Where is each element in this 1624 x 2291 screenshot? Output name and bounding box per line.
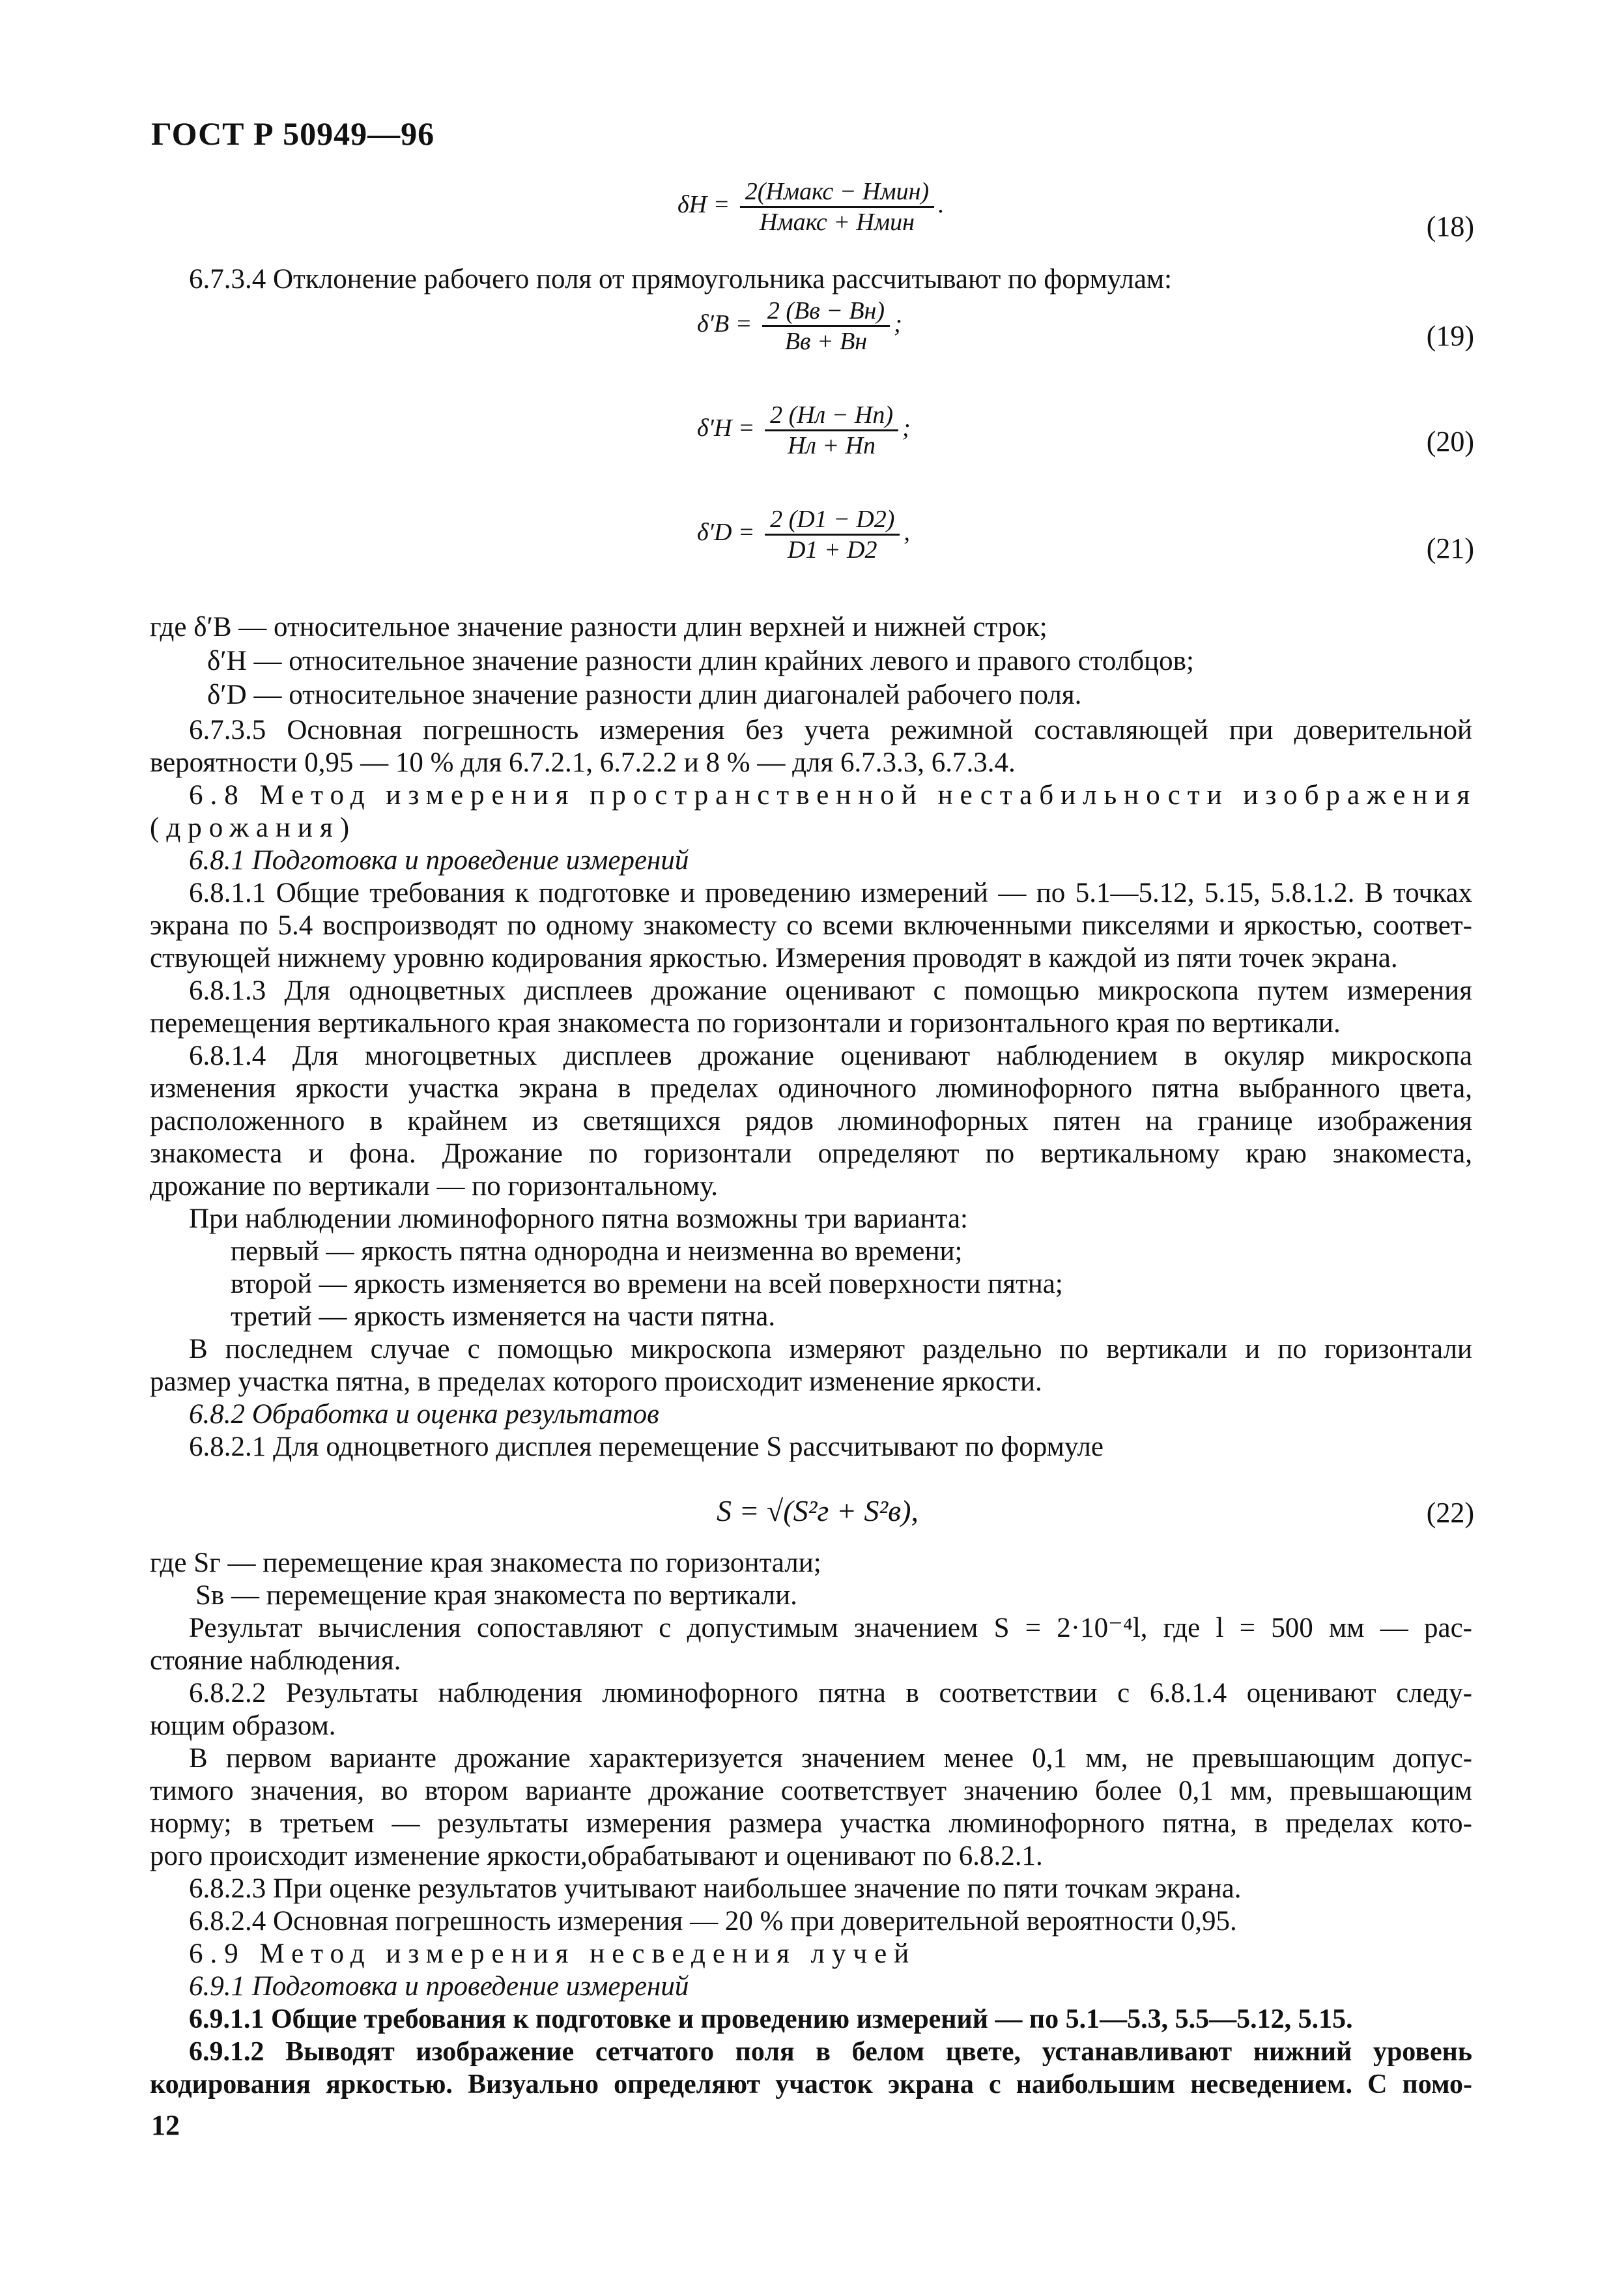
where-line-1: где δ′B — относительное значение разности длин верхней и нижней строк; <box>150 612 1047 642</box>
paragraph-observation: При наблюдении люминофорного пятна возможны три варианта: <box>189 1203 968 1234</box>
paragraph-result-line-2: стояние наблюдения. <box>150 1645 401 1676</box>
paragraph-6-8-1-1-line-1: 6.8.1.1 Общие требования к подготовке и проведению измерений — по 5.1—5.12, 5.15, 5.8.1.2. В точках <box>189 878 1472 908</box>
document-header: ГОСТ Р 50949—96 <box>151 115 435 152</box>
paragraph-result-line-1: Результат вычисления сопоставляют с допустимым значением S = 2·10⁻⁴l, где l = 500 мм — рас- <box>189 1613 1472 1643</box>
paragraph-6-7-3-5-line-2: вероятности 0,95 — 10 % для 6.7.2.1, 6.7.2.2 и 8 % — для 6.7.3.3, 6.7.3.4. <box>150 747 1016 778</box>
formula-19-denominator: Bв + Bн <box>784 328 868 355</box>
formula-21-numerator: 2 (D1 − D2) <box>765 505 900 536</box>
paragraph-6-8-1-3-line-1: 6.8.1.3 Для одноцветных дисплеев дрожание оценивают с помощью микроскопа путем измерения <box>189 975 1472 1006</box>
paragraph-6-8-2-2-line-2: ющим образом. <box>150 1710 336 1741</box>
variant-2: второй — яркость изменяется во времени на всей поверхности пятна; <box>231 1269 1063 1299</box>
formula-20-denominator: Hл + Hп <box>787 432 876 459</box>
equation-number-20: (20) <box>1426 425 1474 457</box>
paragraph-6-8-1-4-line-4: знакоместа и фона. Дрожание по горизонтали определяют по вертикальному краю знакоместа, <box>150 1138 1472 1169</box>
paragraph-first-variant-line-4: рого происходит изменение яркости,обрабатывают и оценивают по 6.8.2.1. <box>150 1841 1043 1871</box>
equation-number-22: (22) <box>1426 1497 1474 1529</box>
formula-18-denominator: Hмакс + Hмин <box>759 209 915 236</box>
paragraph-6-8-2-2-line-1: 6.8.2.2 Результаты наблюдения люминофорного пятна в соответствии с 6.8.1.4 оценивают следу- <box>189 1678 1472 1708</box>
formula-18-numerator: 2(Hмакс − Hмин) <box>740 177 934 208</box>
paragraph-first-variant-line-2: тимого значения, во втором варианте дрожание соответствует значению более 0,1 мм, превышающим <box>150 1776 1472 1806</box>
formula-21 <box>697 505 910 564</box>
paragraph-6-7-3-5-line-1: 6.7.3.5 Основная погрешность измерения без учета режимной составляющей при доверительной <box>189 715 1472 745</box>
paragraph-6-8-1-4-line-1: 6.8.1.4 Для многоцветных дисплеев дрожание оценивают наблюдением в окуляр микроскопа <box>189 1041 1472 1071</box>
formula-19-numerator: 2 (Bв − Bн) <box>762 296 890 327</box>
paragraph-6-8-2-4: 6.8.2.4 Основная погрешность измерения — 20 % при доверительной вероятности 0,95. <box>189 1906 1237 1937</box>
equation-number-18: (18) <box>1426 210 1474 242</box>
paragraph-first-variant-line-1: В первом варианте дрожание характеризуется значением менее 0,1 мм, не превышающим допус- <box>189 1743 1472 1774</box>
formula-20-numerator: 2 (Hл − Hп) <box>765 401 898 431</box>
paragraph-6-9-1-2-line-1: 6.9.1.2 Выводят изображение сетчатого поля в белом цвете, устанавливают нижний уровень <box>189 2037 1472 2067</box>
subsection-heading-6-8-1: 6.8.1 Подготовка и проведение измерений <box>189 845 689 876</box>
paragraph-6-7-3-4: 6.7.3.4 Отклонение рабочего поля от прямоугольника рассчитывают по формулам: <box>189 264 1173 295</box>
formula-21-tail: , <box>904 519 910 547</box>
formula-22-lhs: S = <box>717 1494 760 1527</box>
subsection-heading-6-8-2: 6.8.2 Обработка и оценка результатов <box>189 1399 659 1430</box>
formula-20-lhs: δ′H = <box>697 414 755 442</box>
equation-number-21: (21) <box>1426 532 1474 564</box>
equation-number-19: (19) <box>1426 320 1474 352</box>
paragraph-6-8-1-1-line-3: ствующей нижнему уровню кодирования яркостью. Измерения проводят в каждой из пяти точек экрана. <box>150 943 1398 973</box>
formula-19-lhs: δ′B = <box>697 310 752 338</box>
where-line-2: δ′H — относительное значение разности длин крайних левого и правого столбцов; <box>207 646 1194 676</box>
formula-21-denominator: D1 + D2 <box>787 536 877 564</box>
paragraph-6-8-1-4-line-3: расположенного в крайнем из светящихся рядов люминофорных пятен на границе изображения <box>150 1106 1472 1136</box>
paragraph-6-8-1-4-line-5: дрожание по вертикали — по горизонтальному. <box>150 1171 719 1202</box>
variant-3: третий — яркость изменяется на части пятна. <box>231 1301 776 1332</box>
formula-20-tail: ; <box>902 414 911 442</box>
variant-1: первый — яркость пятна однородна и неизменна во времени; <box>231 1236 963 1267</box>
formula-21-lhs: δ′D = <box>697 519 755 547</box>
paragraph-6-9-1-2-line-2: кодирования яркостью. Визуально определяют участок экрана с наибольшим несведением. С помо- <box>150 2069 1472 2099</box>
paragraph-6-8-2-3: 6.8.2.3 При оценке результатов учитывают наибольшее значение по пяти точкам экрана. <box>189 1873 1242 1904</box>
paragraph-6-8-1-1-line-2: экрана по 5.4 воспроизводят по одному знакоместу со всеми включенными пикселями и яркостью, соответ- <box>150 910 1472 941</box>
formula-19 <box>697 296 902 356</box>
paragraph-6-9-1-1: 6.9.1.1 Общие требования к подготовке и проведению измерений — по 5.1—5.3, 5.5—5.12, 5.15. <box>189 2004 1353 2034</box>
formula-22 <box>717 1493 919 1528</box>
formula-18-tail: . <box>938 191 945 219</box>
paragraph-first-variant-line-3: норму; в третьем — результаты измерения размера участка люминофорного пятна, в пределах кото- <box>150 1808 1472 1839</box>
where-line-3: δ′D — относительное значение разности длин диагоналей рабочего поля. <box>207 680 1082 710</box>
paragraph-6-8-2-1: 6.8.2.1 Для одноцветного дисплея перемещение S рассчитывают по формуле <box>189 1432 1104 1462</box>
section-heading-6-8-cont: (дрожания) <box>150 813 357 843</box>
section-heading-6-8: 6.8 Метод измерения пространственной нестабильности изображения <box>189 780 1477 811</box>
paragraph-6-8-1-4-line-2: изменения яркости участка экрана в пределах одиночного люминофорного пятна выбранного цвета, <box>150 1073 1472 1104</box>
paragraph-last-case-line-1: В последнем случае с помощью микроскопа измеряют раздельно по вертикали и по горизонтали <box>189 1334 1472 1364</box>
paragraph-last-case-line-2: размер участка пятна, в пределах которого происходит изменение яркости. <box>150 1366 1042 1397</box>
formula-22-rhs: √(S²г + S²в), <box>767 1494 919 1527</box>
formula-19-tail: ; <box>894 310 902 338</box>
paragraph-6-8-1-3-line-2: перемещения вертикального края знакоместа по горизонтали и горизонтального края по вертикали. <box>150 1008 1341 1039</box>
where-line-4: где Sг — перемещение края знакоместа по горизонтали; <box>150 1548 821 1578</box>
page-number: 12 <box>151 2109 180 2141</box>
formula-18 <box>677 177 945 237</box>
formula-18-lhs: δH = <box>677 191 730 219</box>
subsection-heading-6-9-1: 6.9.1 Подготовка и проведение измерений <box>189 1971 689 2002</box>
formula-20 <box>697 401 911 460</box>
where-line-5: Sв — перемещение края знакоместа по вертикали. <box>195 1580 797 1611</box>
section-heading-6-9: 6.9 Метод измерения несведения лучей <box>189 1938 917 1969</box>
